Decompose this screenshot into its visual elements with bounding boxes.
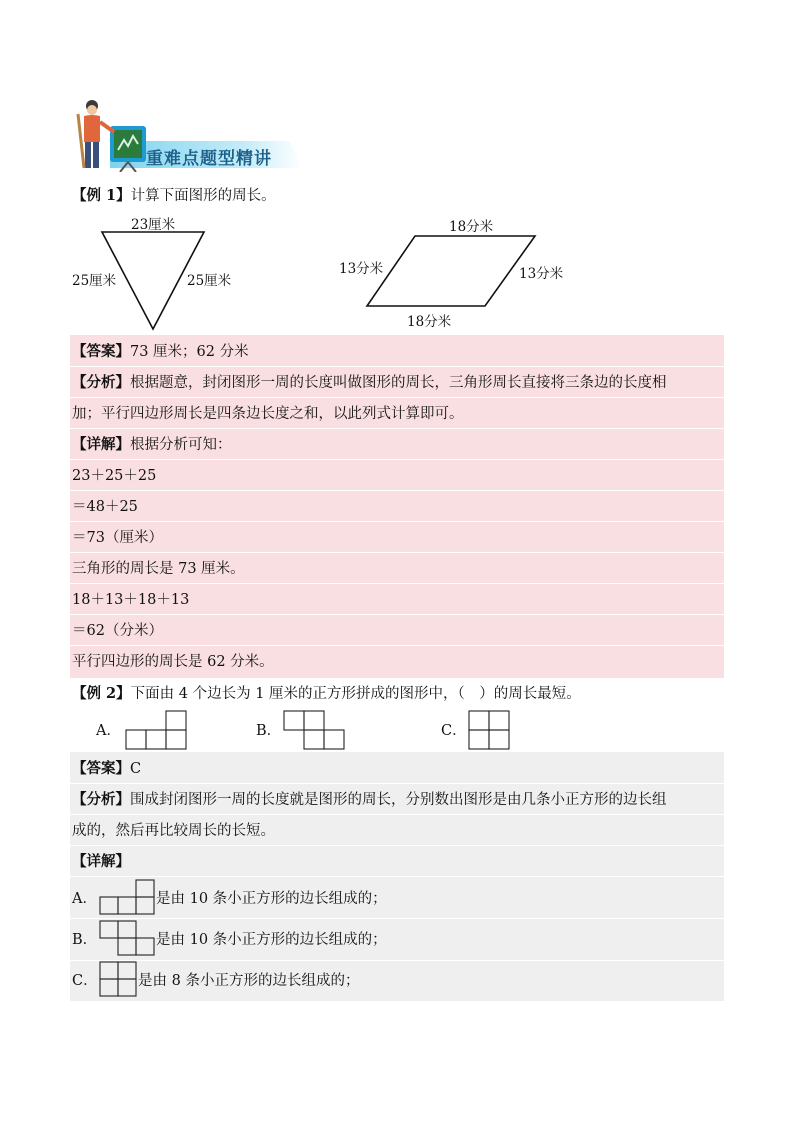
detail-a-label: A． bbox=[72, 891, 97, 907]
example-1-question: 计算下面图形的周长。 bbox=[130, 188, 276, 204]
analysis-line-1: 根据题意，封闭图形一周的长度叫做图形的周长，三角形周长直接将三条边的长度相 bbox=[130, 375, 667, 391]
triangle-right-label: 25厘米 bbox=[187, 273, 232, 289]
example-2-prompt bbox=[72, 684, 581, 704]
detail-c-label: C． bbox=[72, 973, 98, 989]
answer-tag: 【答案】 bbox=[72, 760, 130, 777]
detail-a-shape bbox=[100, 879, 156, 915]
analysis-tag: 【分析】 bbox=[72, 791, 130, 808]
calc-line: ＝62（分米） bbox=[72, 623, 163, 639]
section-header bbox=[70, 98, 310, 172]
example-1-detail bbox=[72, 435, 232, 455]
detail-b-label: B． bbox=[72, 932, 98, 948]
option-c-label: C． bbox=[441, 723, 467, 739]
example-1-tag: 【例 1】 bbox=[72, 187, 131, 204]
answer-tag: 【答案】 bbox=[72, 343, 130, 360]
example-1-prompt bbox=[72, 186, 276, 206]
detail-c-shape bbox=[100, 961, 138, 997]
calc-line: 平行四边形的周长是 62 分米。 bbox=[72, 654, 274, 670]
answer-text: C bbox=[130, 761, 142, 777]
option-b-label: B． bbox=[256, 723, 282, 739]
parallelogram-top-label: 18分米 bbox=[449, 219, 494, 235]
option-a-label: A． bbox=[96, 723, 121, 739]
example-2-question: 下面由 4 个边长为 1 厘米的正方形拼成的图形中，（ ）的周长最短。 bbox=[130, 686, 581, 702]
calc-line: 23＋25＋25 bbox=[72, 468, 157, 484]
detail-intro: 根据分析可知： bbox=[130, 437, 232, 453]
example-2-analysis-line-2: 成的，然后再比较周长的长短。 bbox=[72, 823, 275, 839]
triangle-top-label: 23厘米 bbox=[131, 217, 176, 233]
calc-line: 三角形的周长是 73 厘米。 bbox=[72, 561, 245, 577]
example-2-tag: 【例 2】 bbox=[72, 685, 131, 702]
example-2-analysis bbox=[72, 790, 667, 810]
parallelogram-left-label: 13分米 bbox=[339, 261, 384, 277]
parallelogram-right-label: 13分米 bbox=[519, 266, 564, 282]
parallelogram-bottom-label: 18分米 bbox=[407, 314, 452, 330]
detail-c-text: 是由 8 条小正方形的边长组成的； bbox=[138, 973, 360, 989]
example-1-analysis-line-2: 加；平行四边形周长是四条边长度之和，以此列式计算即可。 bbox=[72, 406, 464, 422]
analysis-line-1: 围成封闭图形一周的长度就是图形的周长，分别数出图形是由几条小正方形的边长组 bbox=[130, 792, 667, 808]
example-2-answer bbox=[72, 759, 141, 779]
detail-b-text: 是由 10 条小正方形的边长组成的； bbox=[156, 932, 387, 948]
calc-line: 18＋13＋18＋13 bbox=[72, 592, 190, 608]
example-1-analysis bbox=[72, 373, 667, 393]
section-title: 重难点题型精讲 bbox=[146, 149, 272, 169]
parallelogram-figure bbox=[365, 234, 537, 308]
calc-line: ＝48＋25 bbox=[72, 499, 138, 515]
detail-tag: 【详解】 bbox=[72, 853, 130, 870]
detail-a-text: 是由 10 条小正方形的边长组成的； bbox=[156, 891, 387, 907]
detail-tag: 【详解】 bbox=[72, 436, 130, 453]
example-1-answer bbox=[72, 342, 249, 362]
triangle-left-label: 25厘米 bbox=[72, 273, 117, 289]
detail-b-shape bbox=[100, 920, 156, 956]
answer-text: 73 厘米；62 分米 bbox=[130, 344, 249, 360]
shape-b-figure bbox=[284, 710, 346, 750]
example-2-detail-tag bbox=[72, 852, 130, 872]
shape-c-figure bbox=[469, 710, 511, 750]
shape-a-figure bbox=[126, 710, 188, 750]
calc-line: ＝73（厘米） bbox=[72, 530, 163, 546]
analysis-tag: 【分析】 bbox=[72, 374, 130, 391]
